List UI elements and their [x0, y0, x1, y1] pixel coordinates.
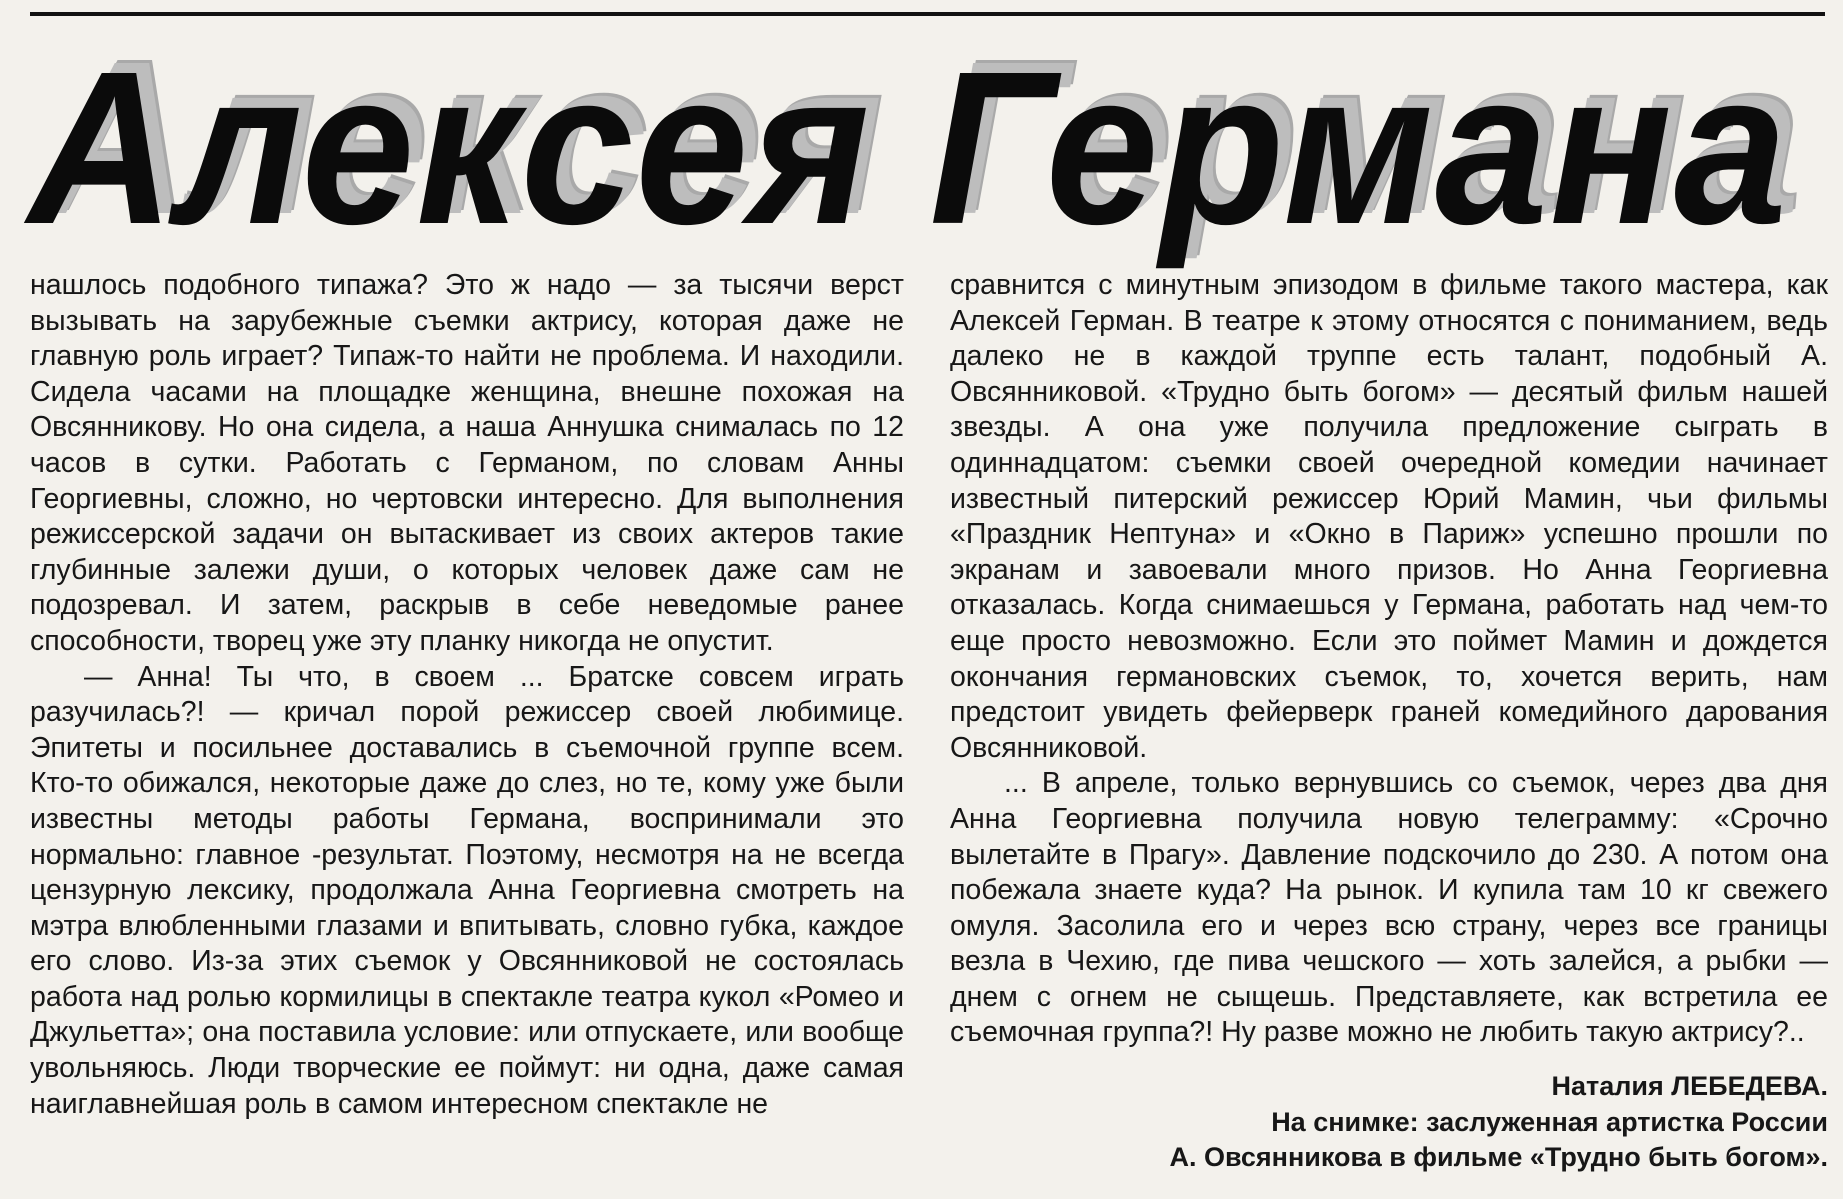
- article-credits: [950, 1069, 1828, 1176]
- right-column: [950, 268, 1828, 1176]
- left-paragraph-1: нашлось подобного типажа? Это ж надо — за тысячи верст вызывать на зарубежные съемки актрису, которая даже не главную роль играет? Типаж-то найти не проблема. И находили. Сидела часами на площадке женщина, внешне похожая на Овсянникову. Но она сидела, а наша Аннушка снималась по 12 часов в сутки. Работать с Германом, по словам Анны Георгиевны, сложно, но чертовски интересно. Для выполнения режиссерской задачи он вытаскивает из своих актеров такие глубинные залежи души, о которых человек даже сам не подозревал. И затем, раскрыв в себе неведомые ранее способности, творец уже эту планку никогда не опустит.: [30, 269, 904, 657]
- photo-caption-line-2: А. Овсянникова в фильме «Трудно быть богом».: [1169, 1142, 1828, 1173]
- author-byline: Наталия ЛЕБЕДЕВА.: [1551, 1071, 1828, 1102]
- top-rule: [30, 12, 1825, 16]
- left-column: [30, 268, 904, 1122]
- left-paragraph-2: — Анна! Ты что, в своем ... Братске совсем играть разучилась?! — кричал порой режиссер своей любимице. Эпитеты и посильнее доставались в съемочной группе всем. Кто-то обижался, некоторые даже до слез, но те, кому уже были известны методы работы Германа, воспринимали это нормально: главное -результат. Поэтому, несмотря на не всегда цензурную лексику, продолжала Анна Георгиевна смотреть на мэтра влюбленными глазами и впитывать, словно губка, каждое его слово. Из-за этих съемок у Овсянниковой не состоялась работа над ролью кормилицы в спектакле театра кукол «Ромео и Джульетта»; она поставила условие: или отпускаете, или вообще увольняюсь. Люди творческие ее поймут: ни одна, даже самая наиглавнейшая роль в самом интересном спектакле не: [30, 660, 904, 1120]
- photo-caption-line-1: На снимке: заслуженная артистка России: [1271, 1106, 1828, 1137]
- article-headline: Алексея Германа: [28, 27, 1789, 270]
- right-paragraph-2: ... В апреле, только вернувшись со съемок, через два дня Анна Георгиевна получила новую телеграмму: «Срочно вылетайте в Прагу». Давление подскочило до 230. А потом она побежала знаете куда? На рынок. И купила там 10 кг свежего омуля. Засолила его и через всю страну, через все границы везла в Чехию, где пива чешского — хоть залейся, а рыбки — днем с огнем не сыщешь. Представляете, как встретила ее съемочная группа?! Ну разве можно не любить такую актрису?..: [950, 767, 1828, 1049]
- right-paragraph-1: сравнится с минутным эпизодом в фильме такого мастера, как Алексей Герман. В театре к этому относятся с пониманием, ведь далеко не в каждой труппе есть талант, подобный А. Овсянниковой. «Трудно быть богом» — десятый фильм нашей звезды. А она уже получила предложение сыграть в одиннадцатом: съемки своей очередной комедии начинает известный питерский режиссер Юрий Мамин, чьи фильмы «Праздник Нептуна» и «Окно в Париж» успешно прошли по экранам и завоевали много призов. Но Анна Георгиевна отказалась. Когда снимаешься у Германа, работать над чем-то еще просто невозможно. Если это поймет Мамин и дождется окончания германовских съемок, то, хочется верить, нам предстоит увидеть фейерверк граней комедийного дарования Овсянниковой.: [950, 269, 1828, 764]
